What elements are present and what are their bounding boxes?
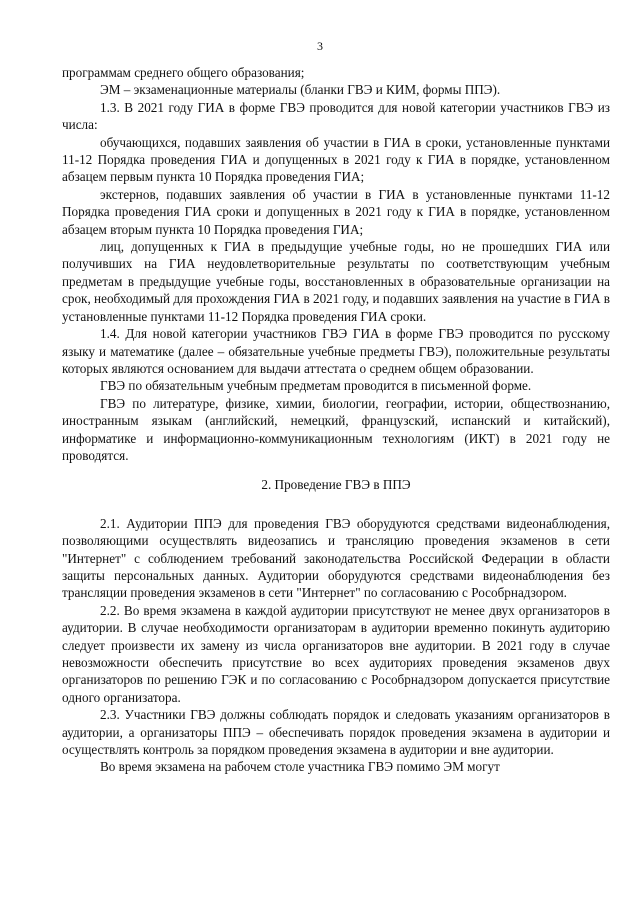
paragraph: экстернов, подавших заявления об участии в ГИА в установленные пунктами 11-12 Порядка проведения ГИА сроки и допущенных в 2021 году к ГИА в порядке, установленном абзацем вторым пункта 10 Порядка проведения ГИА; bbox=[62, 186, 610, 237]
paragraph: 2.1. Аудитории ППЭ для проведения ГВЭ оборудуются средствами видеонаблюдения, позволяющими осуществлять видеозапись и трансляцию проведения экзаменов в сети "Интернет" с соблюдением требований законодательства Российской Федерации в области защиты персональных данных. Аудитории оборудуются средствами видеонаблюдения без трансляции проведения экзаменов в сети "Интернет" по согласованию с Рособрнадзором. bbox=[62, 515, 610, 601]
paragraph: ЭМ – экзаменационные материалы (бланки ГВЭ и КИМ, формы ППЭ). bbox=[100, 82, 501, 98]
paragraph: обучающихся, подавших заявления об участии в ГИА в сроки, установленные пунктами 11-12 Порядка проведения ГИА и допущенных в 2021 году к ГИА в порядке, установленном абзацем первым пункта 10 Порядка проведения ГИА; bbox=[62, 134, 610, 185]
paragraph: 1.4. Для новой категории участников ГВЭ ГИА в форме ГВЭ проводится по русскому языку и математике (далее – обязательные учебные предметы ГВЭ), положительные результаты которых являются основанием для выдачи аттестата о среднем общем образовании. bbox=[62, 326, 610, 376]
paragraph: лиц, допущенных к ГИА в предыдущие учебные годы, но не прошедших ГИА или получивших на ГИА неудовлетворительные результаты по соответствующим учебным предметам в предыдущие учебные годы, восстановленных в образовательные организации на срок, необходимый для прохождения ГИА в 2021 году, и подавших заявления на участие в ГИА в установленные пунктами 11-12 Порядка проведения ГИА сроки. bbox=[62, 239, 610, 324]
paragraph: 2.3. Участники ГВЭ должны соблюдать порядок и следовать указаниям организаторов в аудитории, а организаторы ППЭ – обеспечивать порядок проведения экзамена в аудитории и осуществлять контроль за порядком проведения экзамена в аудитории и вне аудитории. bbox=[62, 707, 610, 758]
paragraph: ГВЭ по обязательным учебным предметам проводится в письменной форме. bbox=[100, 378, 532, 394]
section-heading: 2. Проведение ГВЭ в ППЭ bbox=[261, 477, 411, 493]
paragraph: 2.2. Во время экзамена в каждой аудитории присутствуют не менее двух организаторов в аудитории. В случае необходимости организаторам в аудитории временно покинуть аудиторию следует произвести их замену из числа организаторов вне аудитории. В 2021 году в случае невозможности обеспечить присутствие во всех аудиториях проведения экзаменов двух организаторов по решению ГЭК и по согласованию с Рособрнадзором допускается присутствие одного организатора. bbox=[62, 602, 610, 705]
paragraph: программам среднего общего образования; bbox=[62, 65, 305, 80]
paragraph: 1.3. В 2021 году ГИА в форме ГВЭ проводится для новой категории участников ГВЭ из числа: bbox=[62, 99, 610, 133]
document-body bbox=[62, 64, 610, 776]
paragraph: Во время экзамена на рабочем столе участника ГВЭ помимо ЭМ могут bbox=[100, 759, 500, 775]
page-number: 3 bbox=[317, 39, 323, 53]
paragraph: ГВЭ по литературе, физике, химии, биологии, географии, истории, обществознанию, иностранным языкам (английский, немецкий, французский, испанский и китайский), информатике и информационно-коммуникационным технологиям (ИКТ) в 2021 году не проводятся. bbox=[62, 395, 610, 463]
